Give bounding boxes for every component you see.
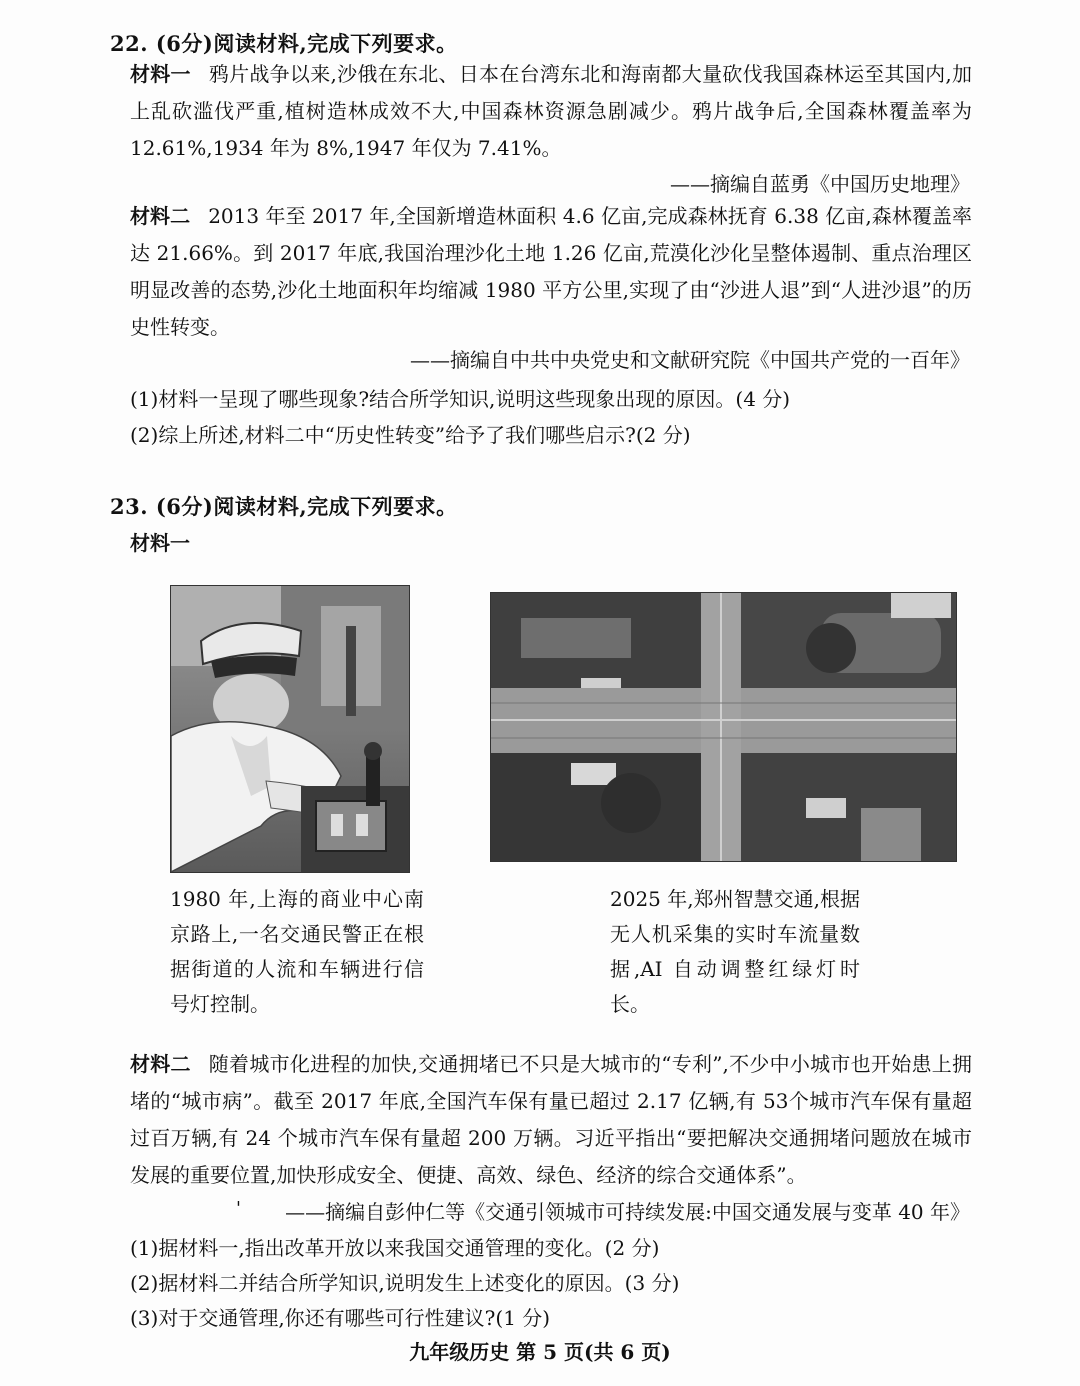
q22-question-2: (2)综上所述,材料二中“历史性转变”给予了我们哪些启示?(2 分) [130,423,691,447]
photo2-caption: 2025 年,郑州智慧交通,根据无人机采集的实时车流量数据,AI 自动调整红绿灯时长。 [610,887,860,1016]
q23-material2 [130,1046,972,1194]
q22-material2-label: 材料二 [130,204,191,228]
q22-material2-text: 2013 年至 2017 年,全国新增造林面积 4.6 亿亩,完成森林抚育 6.38 亿亩,森林覆盖率达 21.66%。到 2017 年底,我国治理沙化土地 1.26 亿亩,荒漠化沙化呈整体遏制、重点治理区明显改善的态势,沙化土地面积年均缩减 1980 平方公里,实现了由“沙进人退”到“人进沙退”的历史性转变。 [130,204,972,339]
q22-material1-text: 鸦片战争以来,沙俄在东北、日本在台湾东北和海南都大量砍伐我国森林运至其国内,加上乱砍滥伐严重,植树造林成效不大,中国森林资源急剧减少。鸦片战争后,全国森林覆盖率为 12.61%,1934 年为 8%,1947 年仅为 7.41%。 [130,62,972,160]
stray-mark: ' [236,1198,241,1219]
q22-question-1: (1)材料一呈现了哪些现象?结合所学知识,说明这些现象出现的原因。(4 分) [130,387,791,411]
q23-question-3: (3)对于交通管理,你还有哪些可行性建议?(1 分) [130,1306,551,1330]
page-footer: 九年级历史 第 5 页(共 6 页) [409,1340,671,1364]
q22-material1-label: 材料一 [130,62,191,86]
photo1-caption: 1980 年,上海的商业中心南京路上,一名交通民警正在根据街道的人流和车辆进行信号灯控制。 [170,887,424,1016]
q22-material2 [130,198,972,346]
q23-header: 23. (6分)阅读材料,完成下列要求。 [110,494,458,519]
q22-header: 22. (6分)阅读材料,完成下列要求。 [110,31,458,56]
q22-material1-source: ——摘编自蓝勇《中国历史地理》 [670,172,970,196]
q23-material2-text: 随着城市化进程的加快,交通拥堵已不只是大城市的“专利”,不少中小城市也开始患上拥堵的“城市病”。截至 2017 年底,全国汽车保有量已超过 2.17 亿辆,有 53个城市汽车保有量超过百万辆,有 24 个城市汽车保有量超 200 万辆。习近平指出“要把解决交通拥堵问题放在城市发展的重要位置,加快形成安全、便捷、高效、绿色、经济的综合交通体系”。 [130,1052,972,1187]
traffic-police-image [171,586,409,872]
q22-material2-source: ——摘编自中共中央党史和文献研究院《中国共产党的一百年》 [410,348,970,372]
aerial-intersection-image [491,593,956,861]
traffic-police-photo [170,585,410,873]
q23-material1-label: 材料一 [130,531,190,555]
q23-material2-source: ——摘编自彭仲仁等《交通引领城市可持续发展:中国交通发展与变革 40 年》 [285,1200,970,1224]
q23-question-2: (2)据材料二并结合所学知识,说明发生上述变化的原因。(3 分) [130,1271,680,1295]
q23-question-1: (1)据材料一,指出改革开放以来我国交通管理的变化。(2 分) [130,1236,660,1260]
aerial-intersection-photo [490,592,957,862]
q23-material2-label: 材料二 [130,1052,191,1076]
q22-material1 [130,56,972,167]
